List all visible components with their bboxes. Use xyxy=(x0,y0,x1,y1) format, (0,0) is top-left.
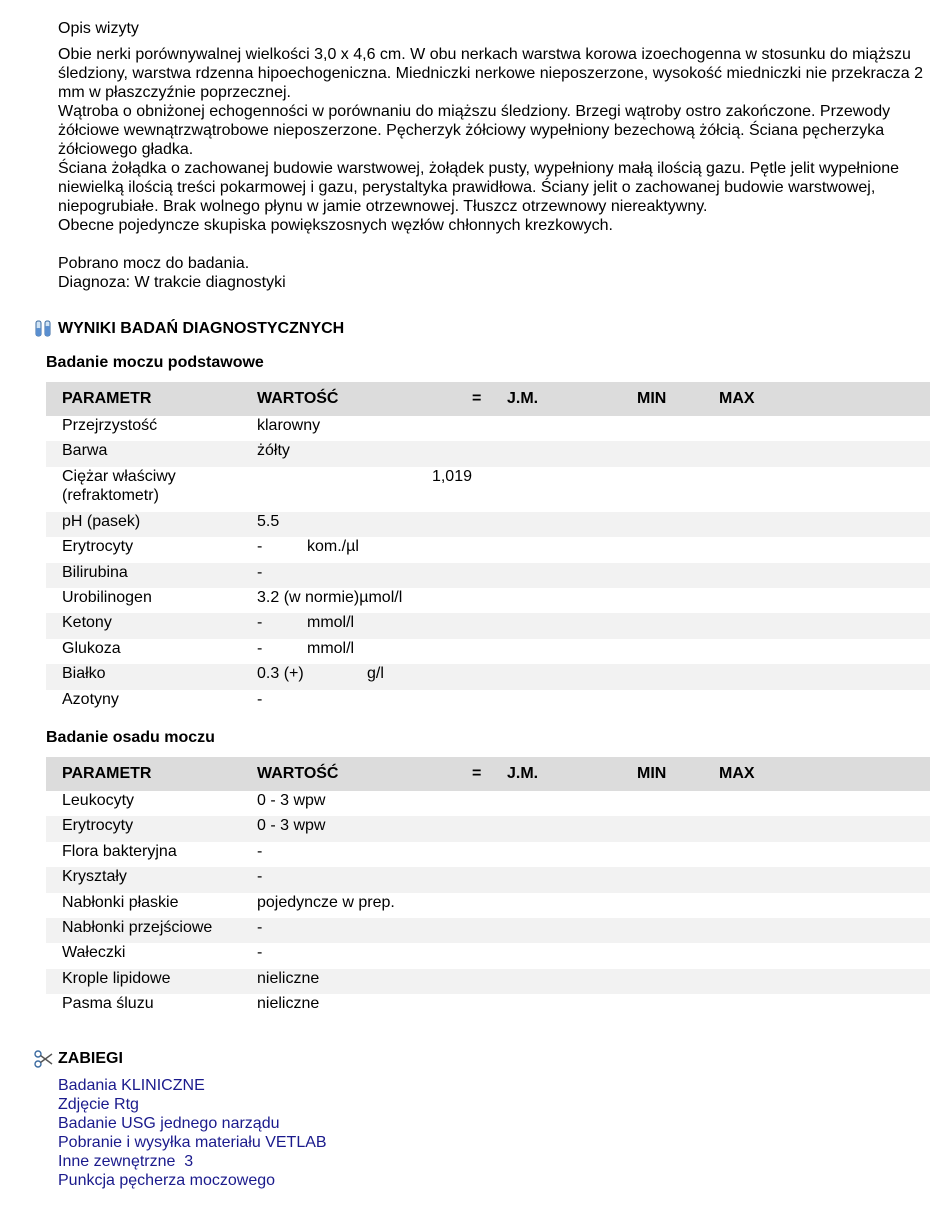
visit-description-label: Opis wizyty xyxy=(58,20,139,37)
table-row xyxy=(46,690,930,715)
row-param: Pasma śluzu xyxy=(62,995,154,1013)
row-value: - xyxy=(257,563,930,588)
header-param: PARAMETR xyxy=(46,757,257,791)
desc-paragraph-kidneys: Obie nerki porównywalnej wielkości 3,0 x 4,6 cm. W obu nerkach warstwa korowa izoechogenna w stosunku do miąższu śledziony, warstwa rdzenna hipoechogeniczna. Miedniczki nerkowe nieposzerzone, wysokość miedniczki nie przekracza 2 mm w płaszczyźnie poprzecznej. xyxy=(58,46,924,101)
desc-diagnosis: Diagnoza: W trakcie diagnostyki xyxy=(58,274,286,291)
table-row xyxy=(46,537,930,562)
table-row xyxy=(46,639,930,664)
row-value: 0 - 3 wpw xyxy=(257,792,326,809)
row-param: Azotyny xyxy=(62,690,119,708)
row-param: Glukoza xyxy=(62,639,121,657)
table-row xyxy=(46,563,930,588)
table-row xyxy=(46,613,930,638)
row-param: Wałeczki xyxy=(62,944,126,962)
table-row xyxy=(46,791,930,816)
table-row xyxy=(46,918,930,943)
urine-sediment-title: Badanie osadu moczu xyxy=(46,729,215,746)
row-unit: mmol/l xyxy=(307,639,355,657)
table-header-row xyxy=(46,382,930,416)
header-unit: J.M. xyxy=(507,757,637,791)
row-value: - xyxy=(257,639,263,657)
header-unit: J.M. xyxy=(507,382,637,416)
procedures-list xyxy=(58,1076,327,1190)
list-item[interactable]: Pobranie i wysyłka materiału VETLAB xyxy=(58,1134,327,1151)
desc-paragraph-intestines: Ściana żołądka o zachowanej budowie warstwowej, żołądek pusty, wypełniony małą ilością gazu. Pętle jelit wypełnione niewielką ilością treści pokarmowej i gazu, perystaltyka prawidłowa. Ściany jelit o zachowanej budowie warstwowej, niepogrubiałe. Brak wolnego płynu w jamie otrzewnowej. Tłuszcz otrzewnowy niereaktywny. xyxy=(58,160,900,215)
table-row xyxy=(46,943,930,968)
list-item[interactable]: Badania KLINICZNE xyxy=(58,1077,205,1094)
list-item[interactable]: Badanie USG jednego narządu xyxy=(58,1115,280,1132)
row-param: Urobilinogen xyxy=(62,588,152,606)
row-param: Barwa xyxy=(46,441,257,466)
row-unit: g/l xyxy=(367,665,384,683)
table-row xyxy=(46,467,930,512)
header-value: WARTOŚĆ xyxy=(257,757,472,791)
table-row xyxy=(46,994,930,1019)
row-value: 3.2 (w normie)µmol/l xyxy=(257,588,403,606)
row-value: - xyxy=(257,690,263,708)
row-param: Krople lipidowe xyxy=(46,969,257,994)
row-param: Białko xyxy=(46,664,257,689)
row-param: Flora bakteryjna xyxy=(62,842,177,860)
table-row xyxy=(46,512,930,537)
row-param: Bilirubina xyxy=(46,563,257,588)
header-eq: = xyxy=(472,757,507,791)
header-min: MIN xyxy=(637,757,719,791)
row-param: Erytrocyty xyxy=(62,538,134,556)
row-param: Nabłonki przejściowe xyxy=(46,918,257,943)
row-value: nieliczne xyxy=(257,969,930,994)
row-value: nieliczne xyxy=(257,995,320,1013)
table-row xyxy=(46,588,930,613)
row-value: - xyxy=(257,918,930,943)
row-param: Kryształy xyxy=(46,867,257,892)
row-value: 0.3 (+) xyxy=(257,665,304,683)
list-item[interactable]: Inne zewnętrzne 3 xyxy=(58,1153,194,1170)
results-section-title xyxy=(34,320,344,338)
row-param: Leukocyty xyxy=(62,792,135,809)
table-row xyxy=(46,416,930,441)
urine-sediment-table xyxy=(46,757,930,1020)
row-value: klarowny xyxy=(257,417,321,434)
desc-paragraph-lymph: Obecne pojedyncze skupiska powiększosnych węzłów chłonnych krezkowych. xyxy=(58,217,613,234)
row-param: Ketony xyxy=(46,613,257,638)
row-value: 5.5 xyxy=(257,512,930,537)
table-row xyxy=(46,842,930,867)
header-eq: = xyxy=(472,382,507,416)
row-value: - xyxy=(257,538,263,556)
list-item[interactable]: Punkcja pęcherza moczowego xyxy=(58,1172,276,1189)
desc-paragraph-liver: Wątroba o obniżonej echogenności w porównaniu do miąższu śledziony. Brzegi wątroby ostro zakończone. Przewody żółciowe wewnątrzwątrobowe nieposzerzone. Pęcherzyk żółciowy wypełniony bezechową żółcią. Ściana pęcherzyka żółciowego gładka. xyxy=(58,103,891,158)
header-value: WARTOŚĆ xyxy=(257,382,472,416)
table-row xyxy=(46,969,930,994)
row-value: - xyxy=(257,944,263,962)
table-row xyxy=(46,867,930,892)
table-row xyxy=(46,441,930,466)
row-value: żółty xyxy=(257,441,930,466)
row-param: pH (pasek) xyxy=(46,512,257,537)
results-title-text: WYNIKI BADAŃ DIAGNOSTYCZNYCH xyxy=(58,320,345,337)
row-param: Nabłonki płaskie xyxy=(62,893,179,911)
table-row xyxy=(46,664,930,689)
list-item[interactable]: Zdjęcie Rtg xyxy=(58,1096,139,1113)
urine-basic-table xyxy=(46,382,930,715)
row-value: pojedyncze w prep. xyxy=(257,893,395,911)
row-value: 0 - 3 wpw xyxy=(257,816,930,841)
table-row xyxy=(46,816,930,841)
row-value: 1,019 xyxy=(431,467,472,485)
header-param: PARAMETR xyxy=(46,382,257,416)
header-max: MAX xyxy=(719,382,930,416)
header-min: MIN xyxy=(637,382,719,416)
row-unit: kom./µl xyxy=(307,538,359,556)
row-param: Ciężar właściwy (refraktometr) xyxy=(62,467,176,504)
procedures-title-text: ZABIEGI xyxy=(58,1050,123,1067)
row-value: - xyxy=(257,614,263,632)
row-param: Przejrzystość xyxy=(62,417,158,434)
urine-basic-title: Badanie moczu podstawowe xyxy=(46,354,264,371)
test-tubes-icon xyxy=(34,320,54,338)
header-max: MAX xyxy=(719,757,930,791)
row-param: Erytrocyty xyxy=(46,816,257,841)
row-value: - xyxy=(257,842,263,860)
visit-description xyxy=(58,45,938,292)
desc-sample-note: Pobrano mocz do badania. xyxy=(58,255,250,272)
row-value: - xyxy=(257,867,930,892)
row-unit: mmol/l xyxy=(307,614,355,632)
scissors-icon xyxy=(34,1050,54,1068)
table-header-row xyxy=(46,757,930,791)
table-row xyxy=(46,893,930,918)
procedures-section-title xyxy=(34,1050,123,1068)
